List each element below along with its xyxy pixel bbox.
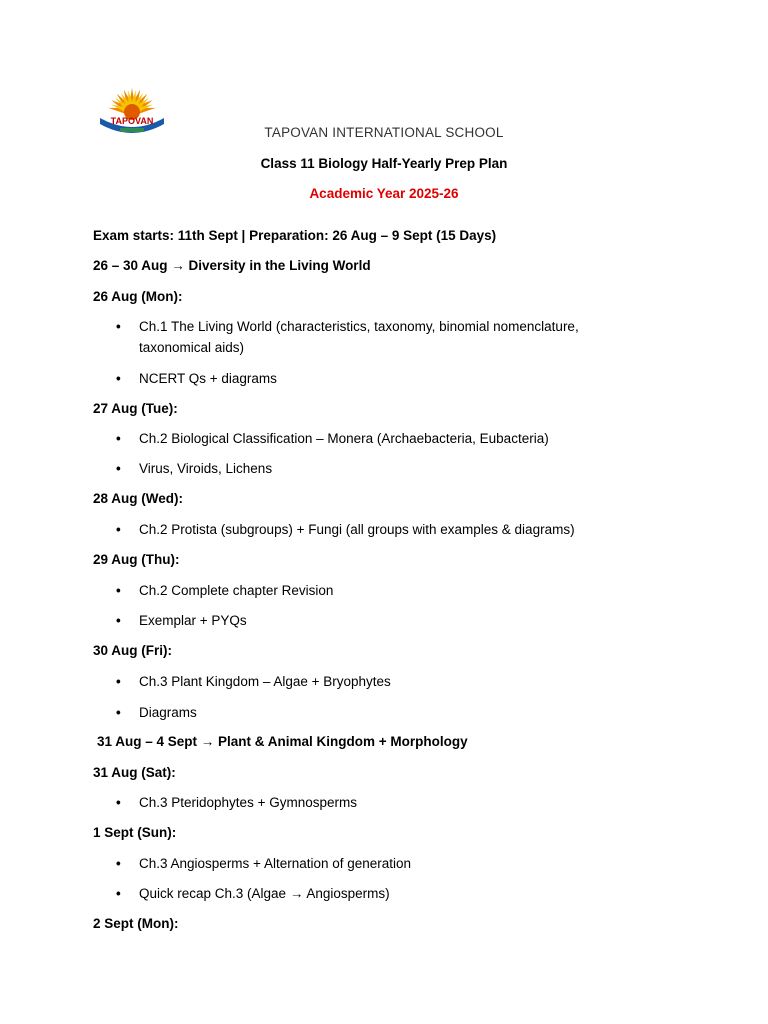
- bullet-icon: •: [116, 886, 121, 901]
- day-label: 29 Aug (Thu):: [93, 552, 180, 567]
- list-item: [116, 428, 636, 449]
- list-item-text: Virus, Viroids, Lichens: [139, 461, 273, 476]
- bullet-icon: •: [116, 674, 121, 689]
- bullet-icon: •: [116, 371, 121, 386]
- list-item: [116, 580, 636, 601]
- list-item: [116, 853, 636, 874]
- exam-intro: Exam starts: 11th Sept | Preparation: 26 Aug – 9 Sept (15 Days): [93, 228, 497, 243]
- academic-year: Academic Year 2025-26: [309, 186, 459, 201]
- logo-text: TAPOVAN: [110, 116, 154, 126]
- list-item-text: Ch.3 Plant Kingdom – Algae + Bryophytes: [139, 674, 391, 689]
- list-item-text: Ch.1 The Living World (characteristics, taxonomy, binomial nomenclature, taxonomical aids): [139, 319, 579, 355]
- document-title: Class 11 Biology Half-Yearly Prep Plan: [260, 156, 508, 171]
- list-item-text: Ch.3 Pteridophytes + Gymnosperms: [139, 795, 357, 810]
- bullet-icon: •: [116, 583, 121, 598]
- list-item: [116, 610, 636, 631]
- day-label: 28 Aug (Wed):: [93, 491, 183, 506]
- day-label: 30 Aug (Fri):: [93, 643, 172, 658]
- bullet-icon: •: [116, 431, 121, 446]
- list-item-text: Quick recap Ch.3 (Algae → Angiosperms): [139, 886, 390, 901]
- list-item: [116, 368, 636, 389]
- list-item-text: Ch.2 Complete chapter Revision: [139, 583, 334, 598]
- list-item: [116, 702, 636, 723]
- list-item: [116, 883, 636, 904]
- bullet-icon: •: [116, 705, 121, 720]
- list-item: [116, 792, 636, 813]
- bullet-icon: •: [116, 795, 121, 810]
- list-item: [116, 519, 636, 540]
- day-label: 26 Aug (Mon):: [93, 289, 183, 304]
- day-label: 2 Sept (Mon):: [93, 916, 179, 931]
- list-item-text: Ch.3 Angiosperms + Alternation of generation: [139, 856, 412, 871]
- bullet-icon: •: [116, 613, 121, 628]
- bullet-icon: •: [116, 522, 121, 537]
- day-label: 31 Aug (Sat):: [93, 765, 176, 780]
- list-item-text: NCERT Qs + diagrams: [139, 371, 277, 386]
- week-heading-2: 31 Aug – 4 Sept → Plant & Animal Kingdom + Morphology: [97, 734, 468, 749]
- bullet-icon: •: [116, 461, 121, 476]
- day-label: 27 Aug (Tue):: [93, 401, 178, 416]
- list-item-text: Exemplar + PYQs: [139, 613, 247, 628]
- school-name: TAPOVAN INTERNATIONAL SCHOOL: [264, 125, 504, 140]
- list-item: [116, 671, 636, 692]
- week-heading-1: 26 – 30 Aug → Diversity in the Living World: [93, 258, 371, 273]
- list-item-text: Ch.2 Biological Classification – Monera (Archaebacteria, Eubacteria): [139, 431, 549, 446]
- list-item: [116, 458, 636, 479]
- bullet-icon: •: [116, 319, 121, 334]
- day-label: 1 Sept (Sun):: [93, 825, 177, 840]
- bullet-icon: •: [116, 856, 121, 871]
- list-item-text: Diagrams: [139, 705, 197, 720]
- list-item-text: Ch.2 Protista (subgroups) + Fungi (all groups with examples & diagrams): [139, 522, 575, 537]
- list-item: [116, 316, 636, 358]
